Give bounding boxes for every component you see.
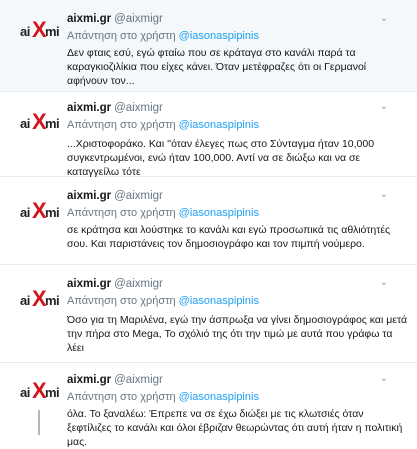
tweet-text: όλα. Το ξαναλέω: Έπρεπε να σε έχω διώξει με τις κλωτσιές όταν ξεφτίλιζες το κανάλι και όλοι έβριζαν θεωρώντας ότι αυτή ήταν η πολιτική μας. bbox=[67, 408, 403, 448]
tweet-header bbox=[67, 190, 163, 202]
tweet-text: σε κράτησα και λούστηκε το κανάλι και εγώ προσωπικά τις αθλιότητές σου. Και παριστάνεις τον δημοσιογράφο και τον πιμπή νούμερο. bbox=[67, 224, 391, 250]
username[interactable]: @aixmigr bbox=[114, 13, 163, 25]
username[interactable]: @aixmigr bbox=[114, 102, 163, 114]
chevron-down-icon[interactable]: ⌄ bbox=[379, 277, 389, 288]
avatar[interactable]: ai X mi bbox=[20, 378, 60, 403]
reply-context bbox=[67, 30, 259, 42]
tweet-text: ...Χριστοφοράκο. Και ''όταν έλεγες πως στο Σύνταγμα ήταν 10,000 συγκεντρωμένοι, ενώ ήταν 100,000. Αντί να σε διώξω και να σε καταγγείλω τότε bbox=[67, 138, 375, 178]
tweet-header bbox=[67, 278, 163, 290]
tweet[interactable] bbox=[0, 92, 417, 177]
chevron-down-icon[interactable]: ⌄ bbox=[379, 101, 389, 112]
tweet-header bbox=[67, 374, 163, 386]
reply-prefix: Απάντηση στο χρήστη bbox=[67, 30, 176, 42]
chevron-down-icon[interactable]: ⌄ bbox=[379, 189, 389, 200]
thread-line bbox=[38, 410, 40, 435]
reply-context bbox=[67, 295, 259, 307]
reply-context bbox=[67, 391, 259, 403]
tweet-header bbox=[67, 102, 163, 114]
tweet-header bbox=[67, 13, 163, 25]
avatar[interactable]: ai X mi bbox=[20, 109, 60, 134]
username[interactable]: @aixmigr bbox=[114, 374, 163, 386]
avatar[interactable]: ai X mi bbox=[20, 198, 60, 223]
reply-prefix: Απάντηση στο χρήστη bbox=[67, 295, 176, 307]
reply-user-link[interactable]: @iasonaspipinis bbox=[178, 391, 259, 403]
reply-user-link[interactable]: @iasonaspipinis bbox=[178, 30, 259, 42]
display-name[interactable]: aixmi.gr bbox=[67, 278, 112, 290]
tweet[interactable] bbox=[0, 363, 417, 448]
reply-context bbox=[67, 119, 259, 131]
username[interactable]: @aixmigr bbox=[114, 278, 163, 290]
display-name[interactable]: aixmi.gr bbox=[67, 190, 112, 202]
username[interactable]: @aixmigr bbox=[114, 190, 163, 202]
avatar[interactable]: ai X mi bbox=[20, 286, 60, 311]
reply-user-link[interactable]: @iasonaspipinis bbox=[178, 295, 259, 307]
chevron-down-icon[interactable]: ⌄ bbox=[379, 373, 389, 384]
display-name[interactable]: aixmi.gr bbox=[67, 374, 112, 386]
tweet[interactable] bbox=[0, 265, 417, 363]
tweet-text: Όσο για τη Μαριλένα, εγώ την άσπρωξα να γίνει δημοσιογράφος και μετά την πήρα στο Mega, Το σχόλιό της ότι την τιμώ με αυτά που γράφω τα λέει bbox=[67, 314, 408, 354]
reply-prefix: Απάντηση στο χρήστη bbox=[67, 207, 176, 219]
reply-prefix: Απάντηση στο χρήστη bbox=[67, 119, 176, 131]
reply-user-link[interactable]: @iasonaspipinis bbox=[178, 119, 259, 131]
tweet[interactable] bbox=[0, 177, 417, 265]
display-name[interactable]: aixmi.gr bbox=[67, 13, 112, 25]
chevron-down-icon[interactable]: ⌄ bbox=[379, 13, 389, 24]
reply-context bbox=[67, 207, 259, 219]
reply-user-link[interactable]: @iasonaspipinis bbox=[178, 207, 259, 219]
reply-prefix: Απάντηση στο χρήστη bbox=[67, 391, 176, 403]
tweet-text: Δεν φταις εσύ, εγώ φταίω που σε κράταγα στο κανάλι παρά τα καραγκιοζιλίκια που είχες κάνει. Όταν μετέφραζες ότι οι Γερμανοί αφήνουν τον... bbox=[67, 47, 367, 87]
avatar[interactable]: ai X mi bbox=[20, 17, 60, 42]
tweet[interactable] bbox=[0, 0, 417, 92]
display-name[interactable]: aixmi.gr bbox=[67, 102, 112, 114]
